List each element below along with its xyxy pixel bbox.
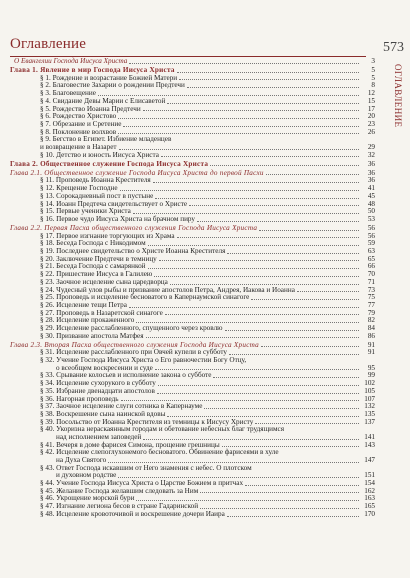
leader-dots [200,491,359,493]
toc-entry-label: § 20. Заключение Предтечи в темницу [40,254,157,263]
toc-entry-label: § 19. Последнее свидетельство о Христе Иоанна Крестителя [40,247,226,256]
toc-page-number: 141 [364,432,375,441]
toc-entry-label: § 26. Исцеление тещи Петра [40,300,127,309]
toc-page-number: 154 [364,479,375,488]
leader-dots [161,155,359,157]
leader-dots [189,204,359,206]
leader-dots [197,220,359,222]
leader-dots [167,415,359,417]
toc-page-number: 70 [367,270,375,279]
toc-page-number: 102 [364,379,375,388]
toc-page-number: 82 [367,316,375,325]
toc-page-number: 5 [371,66,375,75]
toc-entry-label: § 24. Чудесный улов рыбы и призвание апостолов Петра, Андрея, Иакова и Иоанна [40,285,295,294]
leader-dots [143,438,359,440]
toc-entry-label: § 34. Исцеление сухорукого в субботу [40,379,156,388]
toc-page-number: 36 [367,168,375,177]
toc-page-number: 163 [364,494,375,503]
leader-dots [167,102,359,104]
toc-page-number: 5 [371,73,375,82]
table-of-contents [10,58,375,519]
toc-page-number: 95 [367,363,375,372]
toc-entry-label: § 23. Заочное исцеление сына царедворца [40,277,168,286]
toc-entry-label: § 14. Иоанн Предтеча свидетельствует о Христе [40,199,188,208]
toc-page-number: 48 [367,199,375,208]
toc-entry-label: Глава 2. Общественное служение Господа Иисуса Христа [10,159,209,168]
toc-entry-label: Глава 1. Явление в мир Господа Иисуса Христа [10,66,175,75]
toc-entry-label: § 9. Бегство в Египет. Избиение младенцев [40,135,172,144]
toc-page-number: 56 [367,231,375,240]
leader-dots [158,384,359,386]
toc-entry-label: § 28. Исцеление прокаженного [40,316,135,325]
toc-entry-label: § 42. Исцеление слепоглухонемого бесноватого. Обвинение фарисеями в хуле [40,448,279,457]
leader-dots [154,275,359,277]
toc-entry-label: над исполнением заповедей [56,432,142,441]
toc-page-number: 32 [367,150,375,159]
toc-entry-label: § 36. Нагорная проповедь [40,394,119,403]
toc-page-number: 63 [367,247,375,256]
leader-dots [129,306,359,308]
toc-page-number: 105 [364,386,375,395]
toc-entry-label: § 8. Поклонение волхвов [40,127,117,136]
leader-dots [297,290,359,292]
leader-dots [108,461,359,463]
toc-page-number: 8 [371,81,375,90]
toc-entry-label: § 7. Обрезание и Сретение [40,119,122,128]
toc-entry-label: на Духа Святого [56,456,107,465]
toc-page-number: 45 [367,191,375,200]
leader-dots [227,515,359,517]
leader-dots [123,125,359,127]
toc-entry-label: § 47. Изгнание легиона бесов в стране Гадаринской [40,502,199,511]
leader-dots [120,189,359,191]
toc-page-number: 12 [367,89,375,98]
leader-dots [177,71,359,73]
toc-page-number: 3 [371,57,375,65]
toc-page-number: 165 [364,502,375,511]
toc-entry-row [10,511,375,519]
toc-entry-label: § 6. Рождество Христово [40,112,117,121]
toc-page-number: 20 [367,112,375,121]
toc-entry-label: § 1. Рождение и возрастание Божией Матери [40,73,178,82]
toc-entry-label: § 39. Посольство от Иоанна Крестителя из темницы к Иисусу Христу [40,417,254,426]
toc-entry-label: § 10. Детство и юность Иисуса Христа [40,150,159,159]
toc-entry-label: § 48. Исцеление кровоточивой и воскрешение дочери Иаира [40,509,225,518]
toc-entry-row [10,152,375,160]
leader-dots [157,392,359,394]
toc-page-number: 135 [364,409,375,418]
leader-dots [213,376,359,378]
toc-page-number: 84 [367,323,375,332]
toc-page-number: 143 [364,440,375,449]
toc-page-number: 29 [367,142,375,151]
leader-dots [204,407,359,409]
leader-dots [98,94,359,96]
toc-page-number: 75 [367,293,375,302]
toc-page-number: 107 [364,394,375,403]
toc-page-number: 132 [364,402,375,411]
toc-chapter-row [10,161,375,169]
toc-page-number: 91 [367,348,375,357]
leader-dots [155,197,359,199]
leader-dots [118,132,359,134]
leader-dots [146,336,359,338]
leader-dots [259,229,359,231]
leader-dots [227,252,359,254]
toc-entry-label: § 35. Избрание двенадцати апостолов [40,386,155,395]
leader-dots [266,173,359,175]
toc-page-number: 53 [367,214,375,223]
toc-entry-label: § 37. Заочное исцеление слуги сотника в Капернауме [40,402,203,411]
toc-entry-label: § 16. Первое чудо Иисуса Христа на брачном пиру [40,214,196,223]
toc-page-number: 23 [367,119,375,128]
toc-entry-row [10,58,375,66]
toc-entry-label: § 46. Укрощение морской бури [40,494,135,503]
toc-entry-label: § 45. Желание Господа желавшим следовать за Ним [40,486,199,495]
toc-page-number: 50 [367,207,375,216]
leader-dots [187,86,359,88]
toc-page-number: 71 [367,277,375,286]
toc-entry-label: О Евангелии Господа Иисуса Христа [14,57,128,65]
toc-entry-label: и духовном родстве [56,471,117,480]
leader-dots [179,78,359,80]
leader-dots [210,164,359,166]
page-title: Оглавление [10,36,87,52]
leader-dots [200,507,359,509]
toc-entry-label: § 5. Рождество Иоанна Предтечи [40,104,141,113]
toc-entry-label: § 21. Беседа Господа с самарянкой [40,262,146,271]
toc-entry-label: § 32. Учение Господа Иисуса Христа о Его равночестии Богу Отцу, [40,356,247,365]
toc-page-number: 41 [367,184,375,193]
toc-page-number: 73 [367,285,375,294]
toc-entry-label: § 22. Пришествие Иисуса в Галилею [40,270,153,279]
leader-dots [143,109,359,111]
leader-dots [136,321,359,323]
toc-entry-label: § 44. Учение Господа Иисуса Христа о Царстве Божием в притчах [40,479,244,488]
leader-dots [148,267,359,269]
leader-dots [121,399,359,401]
toc-entry-row [10,333,375,341]
toc-entry-label: § 15. Первые ученики Христа [40,207,131,216]
toc-page-number: 91 [367,340,375,349]
leader-dots [251,298,359,300]
toc-entry-label: и возвращение в Назарет [40,142,117,151]
leader-dots [118,117,359,119]
leader-dots [133,212,359,214]
toc-entry-label: § 2. Благовестие Захарии о рождении Предтечи [40,81,185,90]
toc-entry-label: § 31. Исцеление расслабленного при Овчей купели в субботу [40,348,228,357]
leader-dots [225,329,359,331]
leader-dots [148,244,359,246]
leader-dots [177,236,359,238]
toc-page-number: 59 [367,239,375,248]
leader-dots [255,422,359,424]
leader-dots [129,62,359,64]
leader-dots [222,445,359,447]
toc-page-number: 86 [367,331,375,340]
toc-page-number: 99 [367,371,375,380]
toc-entry-label: § 29. Исцеление расслабленного, спущенного через кровлю [40,323,223,332]
leader-dots [165,313,359,315]
toc-entry-row [10,216,375,224]
leader-dots [159,259,359,261]
leader-dots [245,484,359,486]
leader-dots [153,181,359,183]
leader-dots [170,283,359,285]
toc-page-number: 79 [367,308,375,317]
toc-page-number: 15 [367,96,375,105]
leader-dots [155,368,359,370]
toc-page-number: 65 [367,254,375,263]
toc-entry-label: § 30. Призвание апостола Матфея [40,331,144,340]
toc-entry-label: Глава 2.3. Вторая Пасха общественного служения Господа Иисуса Христа [10,340,260,349]
page-number: 573 [383,40,404,55]
toc-entry-label: § 18. Беседа Господа с Никодимом [40,239,146,248]
toc-entry-label: Глава 2.1. Общественное служение Господа Иисуса Христа до первой Пасхи [10,168,264,177]
toc-entry-label: § 41. Вечеря в доме фарисея Симона, прощение грешницы [40,440,220,449]
side-running-head: ОГЛАВЛЕНИЕ [393,64,403,128]
toc-entry-label: § 27. Проповедь в Назаретской синагоге [40,308,163,317]
toc-page-number: 36 [367,159,375,168]
toc-entry-label: § 38. Воскрешение сына наинской вдовы [40,409,166,418]
toc-entry-label: § 33. Срывание колосьев и исполнение закона о субботе [40,371,212,380]
leader-dots [229,353,359,355]
toc-page-number: 66 [367,262,375,271]
leader-dots [261,345,359,347]
toc-page-number: 137 [364,417,375,426]
toc-entry-label: о всеобщем воскресении и суде [56,363,153,372]
toc-page-number: 147 [364,456,375,465]
toc-page-number: 36 [367,176,375,185]
toc-entry-label: § 3. Благовещение [40,89,96,98]
toc-page-number: 56 [367,224,375,232]
leader-dots [118,476,359,478]
toc-entry-label: Глава 2.2. Первая Пасха общественного служения Господа Иисуса Христа [10,224,258,232]
toc-entry-label: § 17. Первое изгнание торгующих из Храма [40,231,175,240]
toc-entry-label: § 40. Укоризна нераскаянным городам и обетование небесных благ трудящимся [40,425,285,434]
leader-dots [119,148,359,150]
toc-entry-label: § 13. Сорокадневный пост в пустыне [40,191,154,200]
toc-entry-label: § 4. Свидание Девы Марии с Елисаветой [40,96,166,105]
toc-page-number: 17 [367,104,375,113]
toc-page-number: 77 [367,300,375,309]
leader-dots [136,499,359,501]
toc-entry-label: § 43. Ответ Господа искавшим от Него знамения с небес. О плотском [40,463,252,472]
toc-entry-label: § 11. Проповедь Иоанна Крестителя [40,176,151,185]
toc-page-number: 162 [364,486,375,495]
toc-entry-label: § 12. Крещение Господне [40,184,118,193]
toc-page-number: 151 [364,471,375,480]
toc-page-number: 170 [364,509,375,518]
toc-entry-label: § 25. Проповедь и исцеление бесноватого в Капернаумской синагоге [40,293,250,302]
toc-page-number: 26 [367,127,375,136]
